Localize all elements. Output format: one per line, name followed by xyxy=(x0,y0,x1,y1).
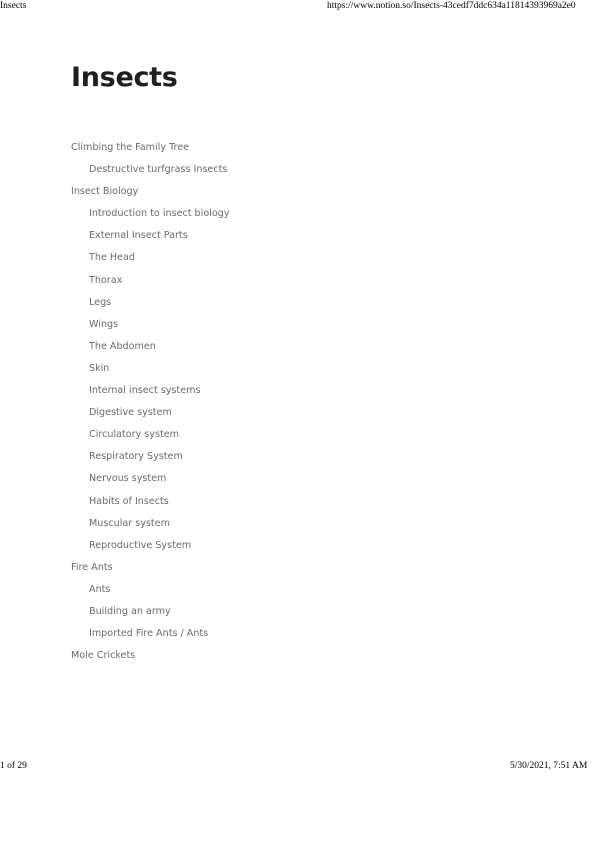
toc-link[interactable]: The Head xyxy=(89,252,135,264)
toc-link[interactable]: Legs xyxy=(89,296,112,308)
print-header-url: https://www.notion.so/Insects-43cedf7ddc634a11814393969a2e0 xyxy=(327,1,576,11)
toc-link[interactable]: Muscular system xyxy=(89,517,170,529)
toc-link[interactable]: Wings xyxy=(89,318,119,330)
toc-link[interactable]: Insect Biology xyxy=(71,186,139,198)
toc-link[interactable]: Respiratory System xyxy=(89,451,183,463)
toc-link[interactable]: Habits of Insects xyxy=(89,495,169,507)
toc-link[interactable]: Building an army xyxy=(89,605,171,617)
toc-link[interactable]: Ants xyxy=(89,583,111,595)
print-footer-timestamp: 5/30/2021, 7:51 AM xyxy=(510,761,588,771)
toc-link[interactable]: Digestive system xyxy=(89,407,172,419)
toc-link[interactable]: Destructive turfgrass Insects xyxy=(89,164,228,176)
toc-link[interactable]: Fire Ants xyxy=(71,561,113,573)
toc-link[interactable]: Mole Crickets xyxy=(71,650,136,662)
toc-link[interactable]: Thorax xyxy=(89,274,123,286)
toc-link[interactable]: Internal insect systems xyxy=(89,385,201,397)
print-footer-page-count: 1 of 29 xyxy=(0,761,27,771)
table-of-contents xyxy=(71,140,230,670)
toc-link[interactable]: Skin xyxy=(89,362,110,374)
toc-link[interactable]: Imported Fire Ants / Ants xyxy=(89,628,209,640)
toc-link[interactable]: Nervous system xyxy=(89,473,167,485)
page-title: Insects xyxy=(71,62,178,93)
toc-link[interactable]: The Abdomen xyxy=(89,340,156,352)
toc-link[interactable]: Circulatory system xyxy=(89,429,179,441)
toc-link[interactable]: External Insect Parts xyxy=(89,230,188,242)
toc-link[interactable]: Climbing the Family Tree xyxy=(71,142,190,153)
toc-link[interactable]: Reproductive System xyxy=(89,539,192,551)
toc-link[interactable]: Introduction to insect biology xyxy=(89,208,230,220)
print-header-title: Insects xyxy=(0,1,27,11)
